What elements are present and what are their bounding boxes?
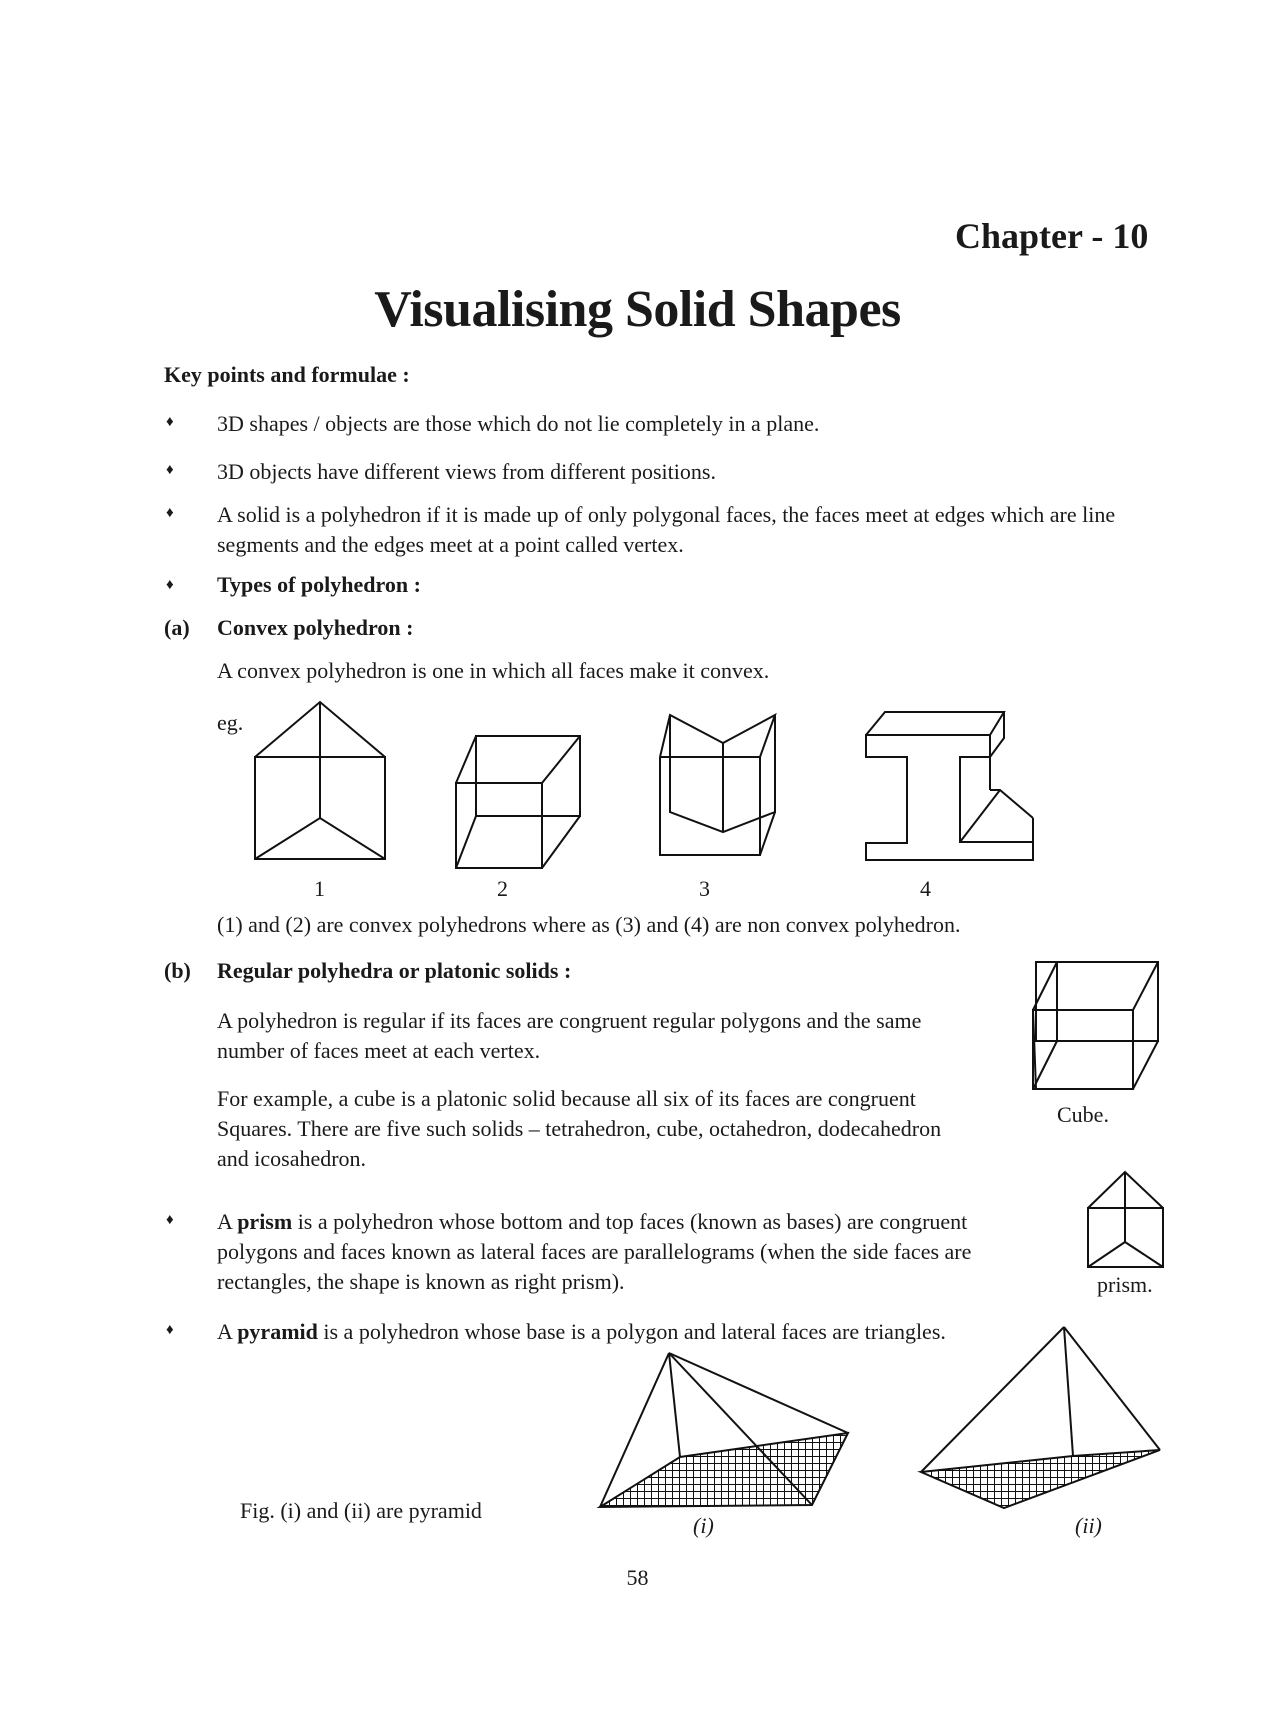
- regular-heading: Regular polyhedra or platonic solids :: [217, 958, 572, 983]
- chapter-number: Chapter - 10: [955, 216, 1149, 256]
- section-label-a: (a): [164, 615, 190, 640]
- eg-label: eg.: [217, 710, 244, 735]
- regular-paragraph-1: A polyhedron is regular if its faces are congruent regular polygons and the same: [217, 1008, 922, 1033]
- bullet-text-continued: segments and the edges meet at a point called vertex.: [217, 532, 684, 557]
- convex-caption: (1) and (2) are convex polyhedrons where as (3) and (4) are non convex polyhedron.: [217, 912, 961, 937]
- regular-paragraph-2: For example, a cube is a platonic solid because all six of its faces are congruent: [217, 1086, 916, 1111]
- regular-paragraph-2-continued: and icosahedron.: [217, 1146, 367, 1171]
- bullet-marker: ♦: [166, 505, 174, 521]
- pyramid-label-i: (i): [693, 1513, 714, 1538]
- page-title: Visualising Solid Shapes: [374, 281, 901, 338]
- figure-number: 3: [699, 876, 710, 901]
- cube-caption: Cube.: [1057, 1102, 1109, 1127]
- bullet-text: 3D objects have different views from different positions.: [217, 459, 716, 484]
- prism-definition-continued: rectangles, the shape is known as right prism).: [217, 1269, 625, 1294]
- prism-rest: is a polyhedron whose bottom and top faces (known as bases) are congruent: [297, 1209, 968, 1234]
- prism-caption: prism.: [1097, 1272, 1153, 1297]
- pyramid-pre: A: [217, 1319, 232, 1344]
- figure-number: 4: [920, 876, 931, 901]
- page-number: 58: [626, 1565, 649, 1590]
- key-points-heading: Key points and formulae :: [164, 362, 410, 387]
- pyramid-ii-drawing: [921, 1327, 1160, 1508]
- bullet-marker: ♦: [166, 462, 174, 478]
- pyramid-figure-caption: Fig. (i) and (ii) are pyramid: [240, 1498, 482, 1523]
- pyramid-label-ii: (ii): [1075, 1513, 1102, 1538]
- bullet-marker: ♦: [166, 1322, 174, 1338]
- convex-description: A convex polyhedron is one in which all faces make it convex.: [217, 658, 770, 683]
- bullet-text: A solid is a polyhedron if it is made up of only polygonal faces, the faces meet at edges which are line: [217, 502, 1116, 527]
- prism-definition-continued: polygons and faces known as lateral faces are parallelograms (when the side faces are: [217, 1239, 972, 1264]
- types-heading: Types of polyhedron :: [217, 572, 421, 597]
- bullet-marker: ♦: [166, 577, 174, 593]
- prism-pre: A: [217, 1209, 232, 1234]
- convex-heading: Convex polyhedron :: [217, 615, 414, 640]
- pyramid-rest: is a polyhedron whose base is a polygon and lateral faces are triangles.: [323, 1319, 946, 1344]
- figure-number: 2: [497, 876, 508, 901]
- bullet-text: 3D shapes / objects are those which do not lie completely in a plane.: [217, 411, 820, 436]
- bullet-marker: ♦: [166, 414, 174, 430]
- pyramid-term: pyramid: [237, 1319, 318, 1344]
- bullet-marker: ♦: [166, 1212, 174, 1228]
- pyramid-i-drawing: [600, 1353, 848, 1507]
- regular-paragraph-2-continued: Squares. There are five such solids – tetrahedron, cube, octahedron, dodecahedron: [217, 1116, 942, 1141]
- regular-paragraph-1-continued: number of faces meet at each vertex.: [217, 1038, 541, 1063]
- section-label-b: (b): [164, 958, 191, 983]
- figure-number: 1: [314, 876, 325, 901]
- prism-term: prism: [237, 1209, 293, 1234]
